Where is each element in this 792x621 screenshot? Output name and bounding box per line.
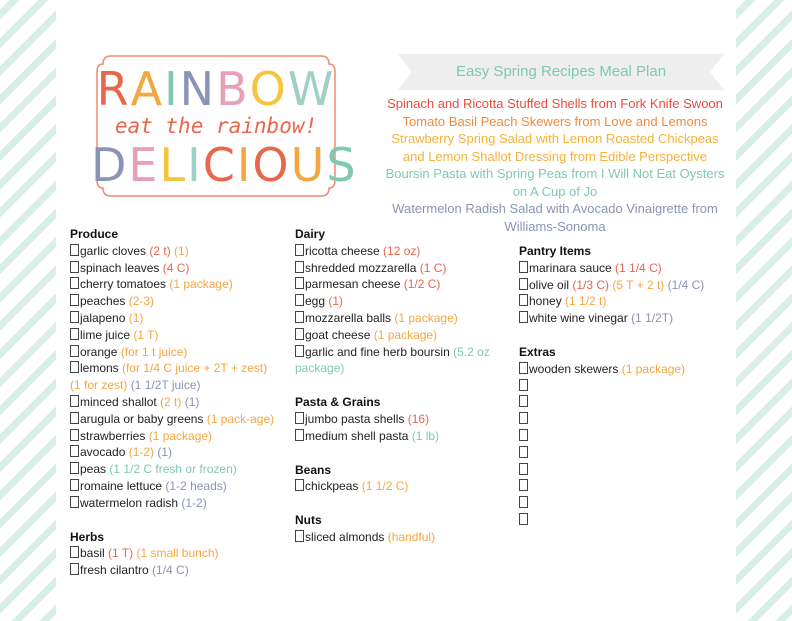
logo-letter: I [187,138,203,192]
item-quantity: (1/2 C) [403,277,441,292]
blank-checklist-item[interactable] [519,378,724,395]
blank-checklist-item[interactable] [519,462,724,479]
item-quantity: (4 C) [162,260,190,275]
heading-nuts: Nuts [295,513,322,528]
checklist-item[interactable] [519,310,724,327]
heading-beans: Beans [295,462,332,477]
checkbox-icon[interactable] [519,412,528,424]
checkbox-icon[interactable] [70,277,79,289]
checklist-item[interactable] [70,310,275,327]
item-quantity: (1 package) [148,428,213,443]
item-name: avocado [80,445,129,460]
checklist-item[interactable] [70,428,275,445]
herbs-list [70,545,275,579]
item-name: orange [80,344,121,359]
recipe-line: Strawberry Spring Salad with Lemon Roasted Chickpeas [391,131,719,146]
blank-checklist-item[interactable] [519,428,724,445]
rainbow-delicious-logo [91,50,358,202]
blank-checklist-item[interactable] [519,478,724,495]
checklist-item[interactable] [70,327,275,344]
item-name: minced shallot [80,394,161,409]
logo-letter: D [91,138,129,192]
checklist-item[interactable] [295,260,500,277]
heading-pasta-grains: Pasta & Grains [295,395,381,410]
item-quantity: (1/3 C) [572,277,613,292]
recipe-line: and Lemon Shallot Dressing from Edible Perspective [402,148,708,164]
item-name: chickpeas [305,479,362,494]
blank-checklist-item[interactable] [519,512,724,529]
item-name: basil [80,546,109,561]
recipe-line: Boursin Pasta with Spring Peas from I Will Not Eat Oysters [385,166,725,181]
logo-letter: O [252,138,291,192]
logo-rainbow [91,62,341,116]
item-quantity: (1) [184,394,200,409]
checkbox-icon[interactable] [519,294,528,306]
checkbox-icon[interactable] [519,311,528,323]
heading-dairy: Dairy [295,227,326,241]
checklist-item[interactable] [519,277,724,294]
item-name: egg [305,294,329,309]
item-quantity: (1 T) [133,327,159,342]
checklist-item[interactable] [70,461,275,478]
blank-checklist-item[interactable] [519,495,724,512]
checklist-item[interactable] [295,276,500,293]
item-quantity: (1 1/2 t) [565,294,607,309]
item-quantity: (1 1/4 C) [615,260,662,275]
checklist-item[interactable] [295,293,500,310]
checkbox-icon[interactable] [519,261,528,273]
logo-letter: B [216,62,250,116]
pantry-list [519,260,724,327]
item-quantity: (1 pack-age) [206,411,275,426]
checkbox-icon[interactable] [295,294,304,306]
checkbox-icon[interactable] [70,345,79,357]
item-quantity: (1 package) [394,310,458,325]
checkbox-icon[interactable] [70,294,79,306]
item-name: shredded mozzarella [305,260,420,275]
item-quantity: (1) [174,243,189,258]
checklist-item[interactable] [295,411,500,428]
checkbox-icon[interactable] [519,429,528,441]
checklist-item[interactable] [519,361,724,378]
logo-letter: A [130,62,165,116]
checkbox-icon[interactable] [70,361,79,373]
item-quantity: (1 package) [373,327,438,342]
produce-list [70,243,275,512]
checklist-item[interactable] [70,276,275,293]
item-name: peas [80,462,110,477]
item-name: jalapeno [80,310,129,325]
item-quantity: (1) [157,445,173,460]
item-name: lime juice [80,327,134,342]
column-pantry-extras [519,243,724,529]
checklist-item[interactable] [295,428,500,445]
item-quantity: (2-3) [128,294,155,309]
checkbox-icon[interactable] [70,311,79,323]
logo-letter: O [249,62,288,116]
checkbox-icon[interactable] [519,463,528,475]
item-name: strawberries [80,428,149,443]
item-quantity: (handful) [387,529,436,544]
logo-letter: U [290,138,327,192]
item-quantity: (12 oz) [383,243,421,258]
checklist-item[interactable] [295,529,500,546]
checklist-item[interactable] [295,327,500,344]
nuts-list [295,529,500,546]
item-name: sliced almonds [305,529,388,544]
checkbox-icon[interactable] [70,445,79,457]
checklist-item[interactable] [70,562,275,579]
checkbox-icon[interactable] [70,261,79,273]
checkbox-icon[interactable] [70,479,79,491]
item-name: marinara sauce [529,260,616,275]
item-name: watermelon radish [80,495,182,510]
item-quantity: (5 T + 2 t) [612,277,668,292]
item-quantity: (1 for zest) [70,378,131,393]
item-quantity: (1/4 C) [667,277,705,292]
beans-list [295,478,500,495]
item-quantity: (1-2) [181,495,207,510]
item-quantity: (for 1 t juice) [120,344,188,359]
item-quantity: (1 package) [621,361,686,376]
checklist-item[interactable] [70,478,275,495]
checkbox-icon[interactable] [70,244,79,256]
logo-letter: C [202,138,237,192]
recipe-line: Williams-Sonoma [504,218,606,234]
logo-letter: R [96,62,131,116]
item-quantity: (2 t) [149,243,175,258]
checkbox-icon[interactable] [295,412,304,424]
checkbox-icon[interactable] [295,261,304,273]
item-quantity: (1 T) [108,546,137,561]
pasta-list [295,411,500,445]
checkbox-icon[interactable] [295,311,304,323]
column-dairy-grains [295,226,500,546]
item-name: medium shell pasta [305,428,412,443]
logo-letter: L [159,138,188,192]
checkbox-icon[interactable] [70,496,79,508]
item-name: olive oil [529,277,573,292]
item-quantity: (16) [407,411,430,426]
item-quantity: (1 small bunch) [136,546,219,561]
heading-extras: Extras [519,344,556,359]
logo-letter: I [236,138,253,192]
recipe-line: Spinach and Ricotta Stuffed Shells from Fork Knife Swoon [387,96,723,111]
checklist-item[interactable] [519,260,724,277]
logo-letter: N [179,62,217,116]
item-quantity: (1 package) [169,277,233,292]
checklist-item[interactable] [295,310,500,327]
checklist-item[interactable] [70,360,275,394]
column-produce-herbs [70,226,275,579]
checklist-item[interactable] [70,495,275,512]
checklist-item[interactable] [70,444,275,461]
checklist-item[interactable] [295,344,500,378]
item-quantity: (1-2 heads) [165,478,227,493]
title-banner [398,54,724,90]
checkbox-icon[interactable] [295,328,304,340]
item-quantity: (1 lb) [411,428,440,443]
item-name: jumbo pasta shells [305,411,408,426]
item-quantity: (1 1/2T juice) [130,378,201,393]
item-quantity: (1 1/2 C) [361,479,409,494]
item-name: ricotta cheese [305,243,384,258]
heading-produce: Produce [70,227,119,241]
checkbox-icon[interactable] [519,379,528,391]
blank-checklist-item[interactable] [519,445,724,462]
item-quantity: (1 1/2T) [631,311,674,326]
chevron-border-right [736,0,792,621]
logo-letter: W [287,62,336,116]
logo-delicious [91,138,358,192]
logo-tagline: eat the rainbow! [114,114,318,138]
checkbox-icon[interactable] [519,395,528,407]
checkbox-icon[interactable] [295,345,304,357]
heading-pantry: Pantry Items [519,244,592,258]
recipe-line: Watermelon Radish Salad with Avocado Vinaigrette from [392,201,718,216]
item-name: lemons [80,361,123,376]
checkbox-icon[interactable] [70,546,79,558]
checkbox-icon[interactable] [70,563,79,575]
checklist-item[interactable] [70,260,275,277]
checklist-item[interactable] [70,411,275,428]
item-name: honey [529,294,566,309]
item-name: white wine vinegar [529,311,632,326]
item-quantity: (5.2 oz package) [295,344,490,376]
checklist-item[interactable] [70,394,275,411]
heading-herbs: Herbs [70,529,105,544]
checkbox-icon[interactable] [519,446,528,458]
item-name: wooden skewers [529,361,622,376]
item-quantity: (2 t) [160,394,185,409]
checkbox-icon[interactable] [295,244,304,256]
checkbox-icon[interactable] [519,513,528,525]
checklist-item[interactable] [295,478,500,495]
item-name: romaine lettuce [80,478,166,493]
recipe-list [370,95,740,235]
checkbox-icon[interactable] [295,479,304,491]
item-name: mozzarella balls [305,310,395,325]
logo-letter: S [326,138,358,192]
logo-letter: E [128,138,160,192]
item-name: peaches [80,294,129,309]
item-name: garlic and fine herb boursin [305,344,454,359]
item-quantity: (1) [328,294,344,309]
item-name: arugula or baby greens [80,411,207,426]
item-quantity: (for 1/4 C juice + 2T + zest) [122,361,268,376]
checklist-item[interactable] [70,344,275,361]
checkbox-icon[interactable] [519,479,528,491]
meal-plan-sheet [56,0,736,621]
logo-letter: I [164,62,180,116]
checkbox-icon[interactable] [70,462,79,474]
blank-checklist-item[interactable] [519,394,724,411]
item-name: spinach leaves [80,260,163,275]
recipe-line: Tomato Basil Peach Skewers from Love and Lemons [402,113,708,129]
item-quantity: (1/4 C) [152,563,189,578]
checkbox-icon[interactable] [519,278,528,290]
dairy-list [295,243,500,377]
blank-checklist-item[interactable] [519,411,724,428]
checklist-item[interactable] [295,243,500,260]
checkbox-icon[interactable] [70,395,79,407]
item-name: fresh cilantro [80,563,153,578]
checklist-item[interactable] [70,243,275,260]
item-quantity: (1) [128,310,144,325]
item-quantity: (1 C) [419,260,447,275]
item-name: goat cheese [305,327,374,342]
checkbox-icon[interactable] [70,412,79,424]
checklist-item[interactable] [70,293,275,310]
checkbox-icon[interactable] [70,429,79,441]
checkbox-icon[interactable] [295,277,304,289]
item-name: garlic cloves [80,243,150,258]
item-name: cherry tomatoes [80,277,170,292]
checklist-item[interactable] [70,545,275,562]
extras-list [519,361,724,529]
checkbox-icon[interactable] [519,362,528,374]
meal-plan-title: Easy Spring Recipes Meal Plan [455,63,667,80]
checkbox-icon[interactable] [295,429,304,441]
item-quantity: (1-2) [128,445,158,460]
recipe-line: on A Cup of Jo [512,183,598,199]
checkbox-icon[interactable] [519,496,528,508]
checkbox-icon[interactable] [70,328,79,340]
checkbox-icon[interactable] [295,530,304,542]
item-quantity: (1 1/2 C fresh or frozen) [109,462,237,477]
chevron-border-left [0,0,56,621]
item-name: parmesan cheese [305,277,404,292]
checklist-item[interactable] [519,293,724,310]
